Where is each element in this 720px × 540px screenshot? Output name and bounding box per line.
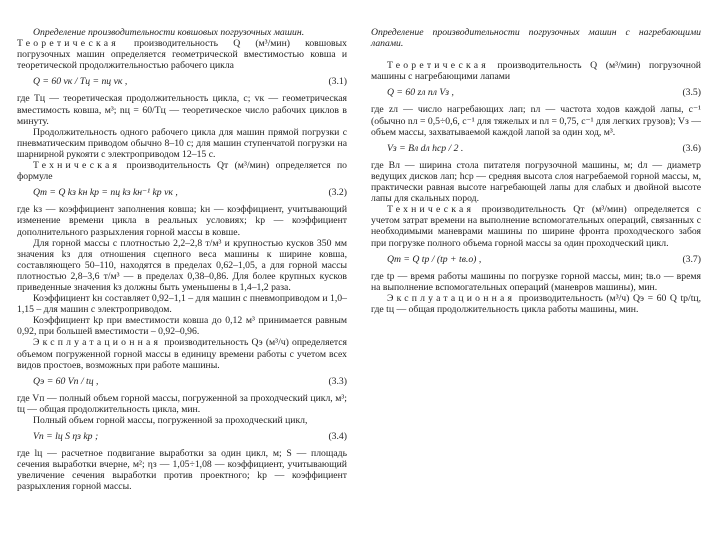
formula-expression: Qт = Q tр / (tр + tв.о) ,: [387, 253, 482, 265]
paragraph: [17, 315, 347, 337]
paragraph-text: Продолжительность одного рабочего цикла для машин прямой погрузки с пневматическим приводом обычно 8–10 с; для машин ступенчатой погрузки на шарнирной рукояти с электроприводом 12–15 с.: [17, 126, 347, 160]
paragraph: [371, 293, 701, 315]
paragraph-text: производительность (м³/ч) Qэ = 60 Q tр/tц, где tц — общая продолжительность цикла работы машины, мин.: [371, 292, 701, 315]
formula: [17, 431, 347, 442]
paragraph: [17, 293, 347, 315]
formula-expression: Vп = lц S ηз kр ;: [33, 431, 99, 443]
section-heading: [17, 27, 347, 38]
paragraph-text: производительность Q (м³/мин) ковшовых погрузочных машин определяется геометрической вместимостью ковша и теоретической продолжительностью рабочего цикла: [17, 38, 347, 72]
paragraph-text: Определение производительности погрузочных машин с нагребающими лапами.: [371, 27, 701, 50]
paragraph: [371, 204, 701, 248]
paragraph: [17, 127, 347, 160]
paragraph-text: где kз — коэффициент заполнения ковша; kн — коэффициент, учитывающий изменение времени цикла в реальных условиях; kр — коэффициент дополнительного разрыхления горной массы в ковше.: [17, 204, 347, 238]
equation-number: (3.3): [328, 375, 347, 387]
formula: [371, 254, 701, 265]
equation-number: (3.5): [682, 87, 701, 99]
section-heading: [371, 27, 701, 49]
right-column: [371, 27, 701, 315]
formula: [371, 143, 701, 154]
paragraph: [371, 104, 701, 137]
left-column: [17, 27, 347, 493]
paragraph-text: производительность Q (м³/мин) погрузочной машины с нагребающими лапами: [371, 60, 701, 83]
paragraph-text: Определение производительности ковшовых погрузочных машин.: [33, 27, 305, 38]
paragraph: [371, 160, 701, 204]
formula: [371, 87, 701, 98]
paragraph-text: где Tц — теоретическая продолжительность цикла, с; vк — геометрическая вместимость ковша, м³; nц = 60/Tц — теоретическое число рабочих циклов в минуту.: [17, 93, 347, 127]
equation-number: (3.1): [328, 76, 347, 88]
paragraph-text: Для горной массы с плотностью 2,2–2,8 т/м³ и крупностью кусков 350 мм значения kз для отношения сцепного веса машины к ширине ковша, составляющего 50–110, находятся в пределах 0,62–1,05, а для горной массы плотностью 2,8–3,6 т/м³ — в пределах 0,38–0,86. Для более крупных кусков приведенные значения kз должны быть уменьшены в 1,4–1,2 раза.: [17, 237, 347, 293]
equation-number: (3.7): [682, 253, 701, 265]
spacer: [371, 49, 701, 60]
formula: [17, 187, 347, 198]
spaced-term: Теоретическая: [17, 38, 119, 50]
paragraph-text: Полный объем горной массы, погруженной за проходческий цикл,: [33, 415, 308, 426]
formula: [17, 76, 347, 87]
paragraph: [371, 60, 701, 82]
formula-expression: Qэ = 60 Vп / tц ,: [33, 375, 99, 387]
paragraph-text: производительность Qт (м³/мин) определяется по формуле: [17, 160, 347, 183]
formula-expression: Qт = Q kз kн kр = nц kз kн⁻¹ kр vк ,: [33, 187, 178, 199]
paragraph: [371, 271, 701, 293]
formula-expression: Q = 60 zл nл Vз ,: [387, 87, 454, 99]
paragraph: [17, 337, 347, 370]
paragraph-text: где tр — время работы машины по погрузке горной массы, мин; tв.о — время на выполнение вспомогательных операций (маневров машины), мин.: [371, 270, 701, 293]
equation-number: (3.2): [328, 187, 347, 199]
paragraph: [17, 448, 347, 492]
equation-number: (3.4): [328, 431, 347, 443]
paragraph-text: производительность Qт (м³/мин) определяется с учетом затрат времени на выполнение вспомогательных операций, связанных с необходимыми маневрами машины по ширине фронта проходческого забоя при погрузке полного объема горной массы за один проходческий цикл.: [371, 204, 701, 249]
spaced-term: Теоретическая: [387, 60, 489, 72]
spaced-term: Эксплуатационная: [33, 337, 162, 349]
spaced-term: Техническая: [33, 160, 121, 172]
paragraph: [17, 238, 347, 293]
spaced-term: Эксплуатационная: [387, 292, 516, 304]
paragraph: [17, 160, 347, 182]
equation-number: (3.6): [682, 142, 701, 154]
paragraph-text: где Vп — полный объем горной массы, погруженной за проходческий цикл, м³; tц — общая продолжительность цикла, мин.: [17, 392, 347, 415]
formula-expression: Vз = Bл dл hср / 2 .: [387, 142, 464, 154]
formula-expression: Q = 60 vк / Tц = nц vк ,: [33, 76, 128, 88]
paragraph: [17, 204, 347, 237]
paragraph-text: Коэффициент kр при вместимости ковша до 0,12 м³ принимается равным 0,92, при большей вместимости – 0,92–0,96.: [17, 315, 347, 338]
paragraph: [17, 415, 347, 426]
paragraph: [17, 93, 347, 126]
spaced-term: Техническая: [387, 204, 475, 216]
paragraph-text: где zл — число нагребающих лап; nл — частота ходов каждой лапы, с⁻¹ (обычно nл = 0,5÷0,6, с⁻¹ для тяжелых и nл = 0,75, с⁻¹ для легких грузов); Vз — объем массы, захватываемой каждой лапой за один ход, м³.: [371, 104, 701, 138]
paragraph-text: где lц — расчетное подвигание выработки за один цикл, м; S — площадь сечения выработки вчерне, м²; ηз — 1,05÷1,08 — коэффициент, учитывающий увеличение сечения выработки против проектного; kр — коэффициент разрыхления горной массы.: [17, 448, 347, 493]
paragraph: [17, 38, 347, 71]
paragraph-text: производительность Qэ (м³/ч) определяется объемом погруженной горной массы в единицу времени работы с учетом всех видов простоев, возможных при работе машины.: [17, 337, 347, 371]
paragraph-text: Коэффициент kн составляет 0,92–1,1 – для машин с пневмоприводом и 1,0–1,15 – для машин с электроприводом.: [17, 293, 347, 316]
paragraph-text: где Bл — ширина стола питателя погрузочной машины, м; dл — диаметр ведущих дисков лап; hср — средняя высота слоя нагребаемой горной массы, м, практически равная высоте нагребающей лапы для слабых и двойной высоте лапы для скальных пород.: [371, 159, 701, 205]
paragraph: [17, 393, 347, 415]
formula: [17, 376, 347, 387]
